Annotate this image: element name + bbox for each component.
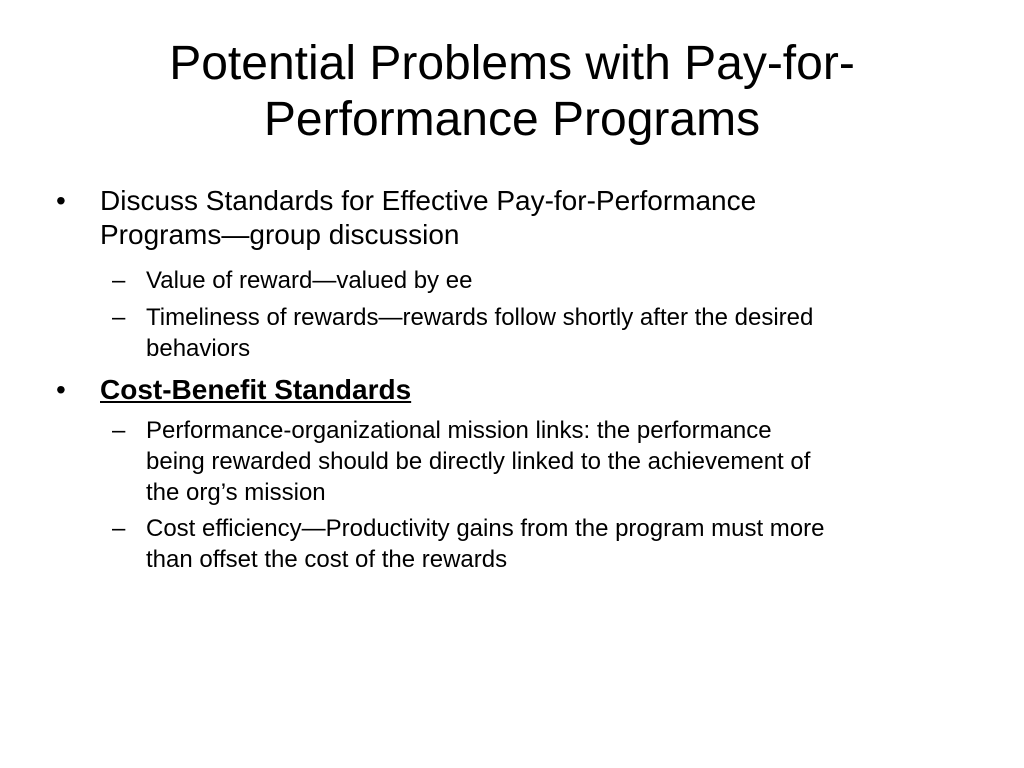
sub-bullet-mission-links xyxy=(112,415,966,508)
sub-bullet-text-line-2: being rewarded should be directly linked to the achievement of xyxy=(146,448,811,475)
bullet-item-discuss-standards xyxy=(56,184,960,252)
sub-bullet-cost-efficiency xyxy=(112,513,966,575)
bullet-text-line-2: Programs—group discussion xyxy=(100,219,460,250)
sub-bullet-value-of-reward xyxy=(112,265,966,296)
sub-bullet-text-line-2: behaviors xyxy=(146,335,251,362)
sub-bullet-timeliness xyxy=(112,302,966,364)
sub-bullet-marker: – xyxy=(112,267,126,294)
sub-bullet-text-line-1: Timeliness of rewards—rewards follow shortly after the desired xyxy=(146,304,814,331)
sub-bullet-marker: – xyxy=(112,304,126,331)
sub-bullet-text-line-2: than offset the cost of the rewards xyxy=(146,546,508,573)
slide-title-line-1: Potential Problems with Pay-for- xyxy=(169,37,855,90)
slide-title-line-2: Performance Programs xyxy=(263,93,761,146)
bullet-text-line-1: Discuss Standards for Effective Pay-for-Performance xyxy=(100,185,757,216)
bullet-marker: • xyxy=(56,374,66,405)
sub-bullet-marker: – xyxy=(112,417,126,444)
bullet-text-line-1: Cost-Benefit Standards xyxy=(100,374,412,405)
bullet-marker: • xyxy=(56,185,66,216)
sub-bullet-text-line-1: Cost efficiency—Productivity gains from the program must more xyxy=(146,515,825,542)
sub-bullet-text-line-3: the org’s mission xyxy=(146,479,326,506)
sub-bullet-marker: – xyxy=(112,515,126,542)
sub-bullet-text-line-1: Value of reward—valued by ee xyxy=(146,267,473,294)
bullet-item-cost-benefit xyxy=(56,373,960,407)
sub-bullet-text-line-1: Performance-organizational mission links: the performance xyxy=(146,417,772,444)
slide-title xyxy=(60,36,964,148)
